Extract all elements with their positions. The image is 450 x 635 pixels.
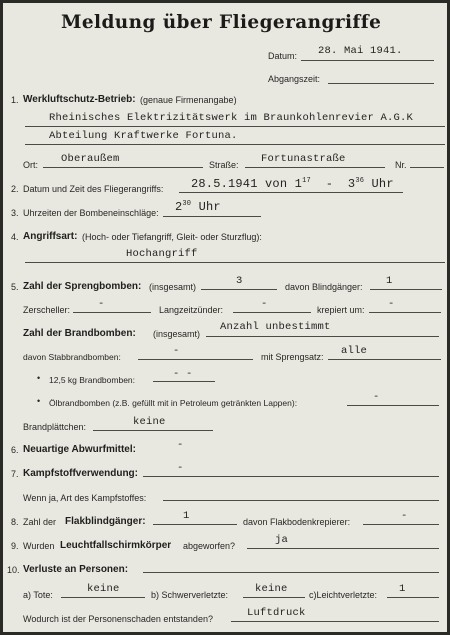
s7-sub-line: [163, 500, 439, 501]
s10-label: Verluste an Personen:: [23, 564, 129, 575]
stab-label: davon Stabbrandbomben:: [23, 352, 121, 362]
s9-label: Wurden: [23, 541, 55, 551]
s5-spreng-value: 3: [236, 275, 243, 287]
boden-label: davon Flakbodenkrepierer:: [243, 517, 351, 527]
blind-value: 1: [386, 275, 393, 287]
plaett-value: keine: [133, 416, 166, 428]
schwer-label: b) Schwerverletzte:: [151, 590, 229, 600]
leicht-value: 1: [399, 583, 406, 595]
schwer-line: [243, 597, 305, 598]
s5-number: 5.: [11, 282, 19, 292]
zerscheller-label: Zerscheller:: [23, 305, 71, 315]
s4-label: Angriffsart:: [23, 231, 78, 242]
s1-number: 1.: [11, 95, 19, 105]
s3-label: Uhrzeiten der Bombeneinschläge:: [23, 208, 159, 218]
nr-label: Nr.: [395, 160, 407, 170]
ort-value: Oberaußem: [61, 153, 120, 165]
leicht-line: [387, 597, 439, 598]
s9-label-end: abgeworfen?: [183, 541, 236, 551]
schwer-value: keine: [255, 583, 288, 595]
stab-line: [138, 359, 253, 360]
oel-label: Ölbrandbomben (z.B. gefüllt mit in Petroleum getränkten Lappen):: [49, 398, 298, 408]
bullet-icon: •: [37, 396, 41, 406]
s7-sub-label: Wenn ja, Art des Kampfstoffes:: [23, 493, 147, 503]
strasse-label: Straße:: [209, 160, 239, 170]
s9-number: 9.: [11, 541, 19, 551]
s4-value: Hochangriff: [126, 248, 198, 260]
s7-number: 7.: [11, 469, 19, 479]
krepiert-value: -: [388, 298, 395, 310]
oel-value: -: [373, 391, 380, 403]
blind-line: [370, 289, 442, 290]
bullet-icon: •: [37, 373, 41, 383]
s5-insgesamt: (insgesamt): [149, 282, 197, 292]
s2-number: 2.: [11, 184, 19, 194]
strasse-value: Fortunastraße: [261, 153, 346, 165]
kg-line: [153, 381, 215, 382]
s9-line: [247, 548, 439, 549]
s2-value: 28.5.1941 von $1^{17} - 3^{36}$ Uhr: [191, 177, 394, 191]
s7-line: [143, 476, 439, 477]
s3-value: $2^{30}$ Uhr: [175, 200, 221, 214]
s1-company-line1: Rheinisches Elektrizitätswerk im Braunkohlenrevier A.G.K: [49, 112, 414, 124]
s1-label: Werkluftschutz-Betrieb:: [23, 94, 136, 105]
wodurch-line: [231, 621, 439, 622]
s3-number: 3.: [11, 208, 19, 218]
tote-label: a) Tote:: [23, 590, 53, 600]
plaett-label: Brandplättchen:: [23, 422, 87, 432]
s1-company-line2: Abteilung Kraftwerke Fortuna.: [49, 130, 238, 142]
boden-line: [363, 524, 439, 525]
s2-line: [179, 192, 403, 193]
s7-label: Kampfstoffverwendung:: [23, 468, 138, 479]
langzeit-value: -: [261, 298, 268, 310]
s3-line: [163, 216, 261, 217]
plaett-line: [93, 430, 213, 431]
oel-line: [347, 405, 439, 406]
wodurch-label: Wodurch ist der Personenschaden entstanden?: [23, 614, 213, 624]
datum-label: Datum:: [268, 51, 298, 61]
s8-value: 1: [183, 510, 190, 522]
leicht-label: c)Leichtverletzte:: [309, 590, 378, 600]
zerscheller-line: [73, 312, 151, 313]
stab-value: -: [173, 345, 180, 357]
s6-value: -: [177, 439, 184, 451]
s1-hint: (genaue Firmenangabe): [140, 95, 237, 105]
s9-label-bold: Leuchtfallschirmkörper: [60, 540, 172, 551]
brand-value: Anzahl unbestimmt: [220, 321, 331, 333]
tote-value: keine: [87, 583, 120, 595]
datum-line: [301, 60, 434, 61]
s5-spreng-line: [201, 289, 277, 290]
sprengsatz-label: mit Sprengsatz:: [261, 352, 324, 362]
blind-label: davon Blindgänger:: [285, 282, 363, 292]
s6-label: Neuartige Abwurfmittel:: [23, 444, 136, 455]
datum-value: 28. Mai 1941.: [318, 45, 403, 57]
langzeit-label: Langzeitzünder:: [159, 305, 224, 315]
s5-label: Zahl der Sprengbomben:: [23, 281, 142, 292]
abgangszeit-label: Abgangszeit:: [268, 74, 321, 84]
ort-line: [43, 167, 203, 168]
s10-line: [143, 572, 439, 573]
s6-number: 6.: [11, 445, 19, 455]
krepiert-line: [369, 312, 441, 313]
boden-value: -: [401, 510, 408, 522]
s8-label-bold: Flakblindgänger:: [65, 516, 146, 527]
s10-number: 10.: [7, 565, 20, 575]
form-title: Meldung über Fliegerangriffe: [61, 12, 382, 33]
kg-label: 12,5 kg Brandbomben:: [49, 375, 136, 385]
abgangszeit-line: [328, 83, 434, 84]
s4-hint: (Hoch- oder Tiefangriff, Gleit- oder Sturzflug):: [82, 232, 262, 242]
s1-line1: [25, 126, 445, 127]
nr-line: [410, 167, 444, 168]
sprengsatz-value: alle: [341, 345, 368, 357]
s2-label: Datum und Zeit des Fliegerangriffs:: [23, 184, 164, 194]
s8-number: 8.: [11, 517, 19, 527]
ort-label: Ort:: [23, 160, 38, 170]
krepiert-label: krepiert um:: [317, 305, 365, 315]
kg-value: - -: [173, 368, 193, 380]
langzeit-line: [233, 312, 311, 313]
s9-value: ja: [275, 534, 289, 546]
s8-label: Zahl der: [23, 517, 57, 527]
strasse-line: [245, 167, 385, 168]
wodurch-value: Luftdruck: [247, 607, 306, 619]
report-form: [3, 3, 447, 632]
tote-line: [61, 597, 145, 598]
s8-line: [153, 524, 237, 525]
brand-insgesamt: (insgesamt): [153, 329, 201, 339]
s7-value: -: [177, 462, 184, 474]
zerscheller-value: -: [98, 298, 105, 310]
sprengsatz-line: [328, 359, 441, 360]
brand-label: Zahl der Brandbomben:: [23, 328, 136, 339]
s4-line: [25, 262, 445, 263]
s4-number: 4.: [11, 232, 19, 242]
s1-line2: [25, 144, 445, 145]
brand-line: [206, 336, 439, 337]
